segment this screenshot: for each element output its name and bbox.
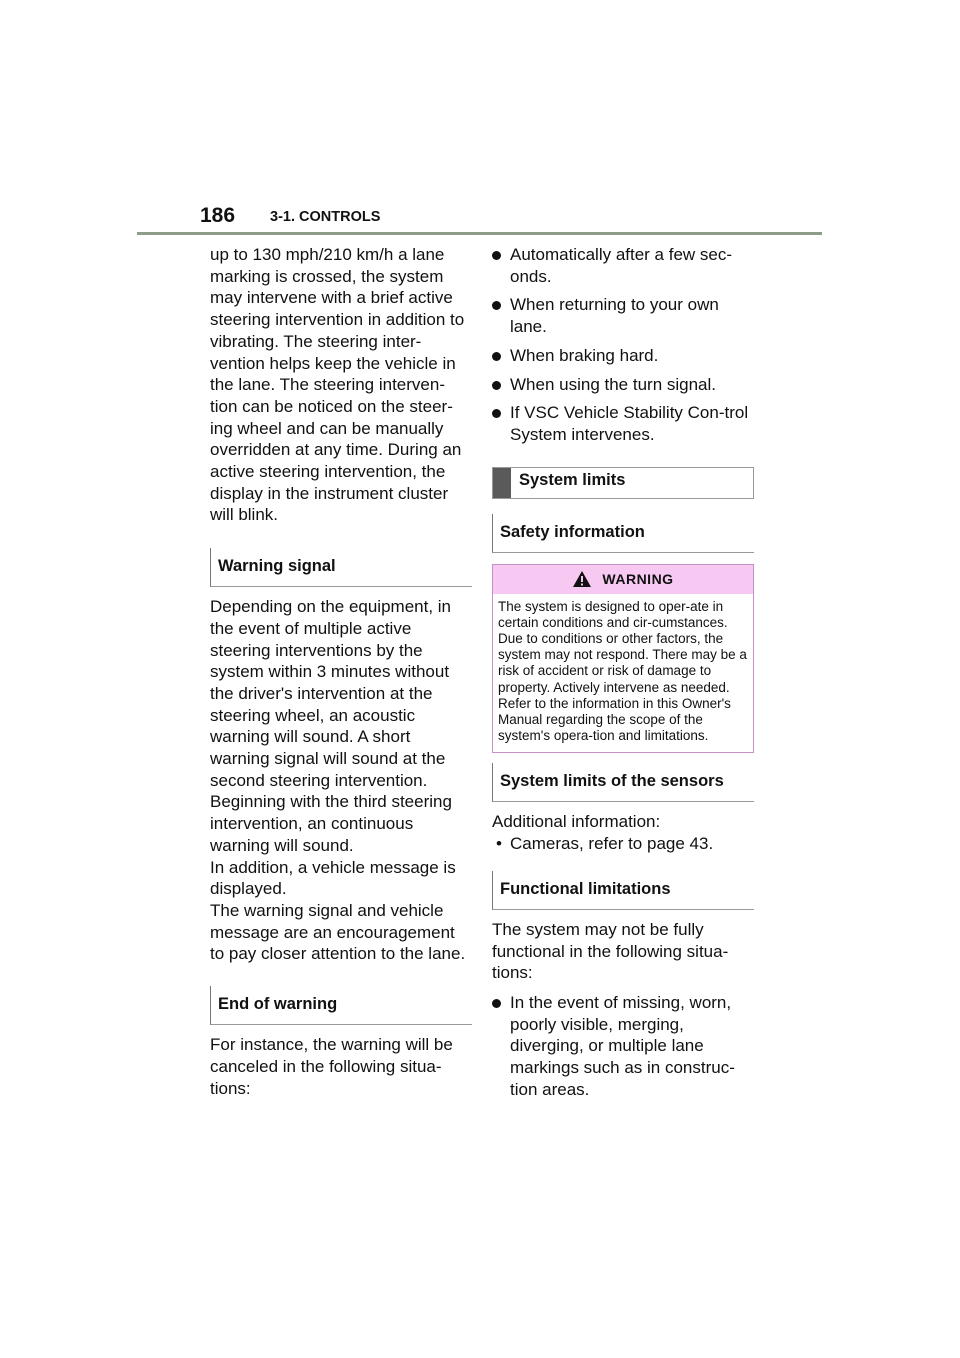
bullet-icon <box>492 251 501 260</box>
bullet-icon <box>492 409 501 418</box>
bullet-icon <box>492 352 501 361</box>
list-item: In the event of missing, worn, poorly visible, merging, diverging, or multiple lane markings such as in construc-tion areas. <box>492 992 754 1101</box>
intro-paragraph: up to 130 mph/210 km/h a lane marking is crossed, the system may intervene with a brief active steering intervention in addition to vibrating. The steering inter-vention helps keep the vehicle in the lane. The steering interven-tion can be noticed on the steer-ing wheel and can be manually overridden at any time. During an active steering intervention, the display in the instrument cluster will blink. <box>210 245 465 525</box>
sensors-heading: System limits of the sensors <box>492 763 754 802</box>
warning-text: The system is designed to oper-ate in certain conditions and cir-cumstances. Due to conditions or other factors, the system may not respond. There may be a risk of accident or risk of damage to property. Actively intervene as needed. Refer to the information in this Owner's Manual regarding the scope of the system's opera-tion and limitations. <box>498 598 747 744</box>
bullet-icon <box>492 999 501 1008</box>
end-of-warning-heading: End of warning <box>210 986 472 1025</box>
system-limits-box <box>492 467 754 499</box>
list-item: When braking hard. <box>492 345 754 367</box>
list-item: If VSC Vehicle Stability Con-trol System intervenes. <box>492 402 754 445</box>
header-rule <box>137 232 822 235</box>
end-of-warning-paragraph: For instance, the warning will be canceled in the following situa-tions: <box>210 1035 453 1098</box>
warning-triangle-icon <box>572 570 592 588</box>
warning-signal-paragraph-3: The warning signal and vehicle message are an encouragement to pay closer attention to the lane. <box>210 900 466 964</box>
list-item: • Cameras, refer to page 43. <box>496 834 714 854</box>
section-title: 3-1. CONTROLS <box>270 209 381 225</box>
warning-signal-heading: Warning signal <box>210 548 472 587</box>
section-marker <box>493 468 511 498</box>
page-number: 186 <box>200 204 236 227</box>
bullet-icon: • <box>496 834 502 854</box>
functional-limitations-paragraph: The system may not be fully functional in the following situa-tions: <box>492 919 729 983</box>
list-item: When using the turn signal. <box>492 374 754 396</box>
warning-signal-paragraph: Depending on the equipment, in the event of multiple active steering interventions by the system within 3 minutes without the driver's intervention at the steering wheel, an acoustic warning will sound. A short warning signal will sound at the second steering intervention. Beginning with the third steering intervention, an continuous warning will sound. <box>210 597 452 855</box>
list-item: Automatically after a few sec-onds. <box>492 244 754 287</box>
warning-signal-paragraph-2: In addition, a vehicle message is displayed. <box>210 857 456 899</box>
functional-limitations-heading: Functional limitations <box>492 871 754 910</box>
warning-box <box>492 564 754 754</box>
warning-title: WARNING <box>602 571 674 588</box>
additional-information: Additional information: <box>492 812 661 832</box>
bullet-icon <box>492 381 501 390</box>
bullet-icon <box>492 301 501 310</box>
warning-header <box>493 565 753 594</box>
right-column <box>492 244 754 1100</box>
left-column <box>210 244 472 1099</box>
list-item: When returning to your own lane. <box>492 294 754 337</box>
system-limits-label: System limits <box>519 470 626 489</box>
safety-information-heading: Safety information <box>492 514 754 553</box>
